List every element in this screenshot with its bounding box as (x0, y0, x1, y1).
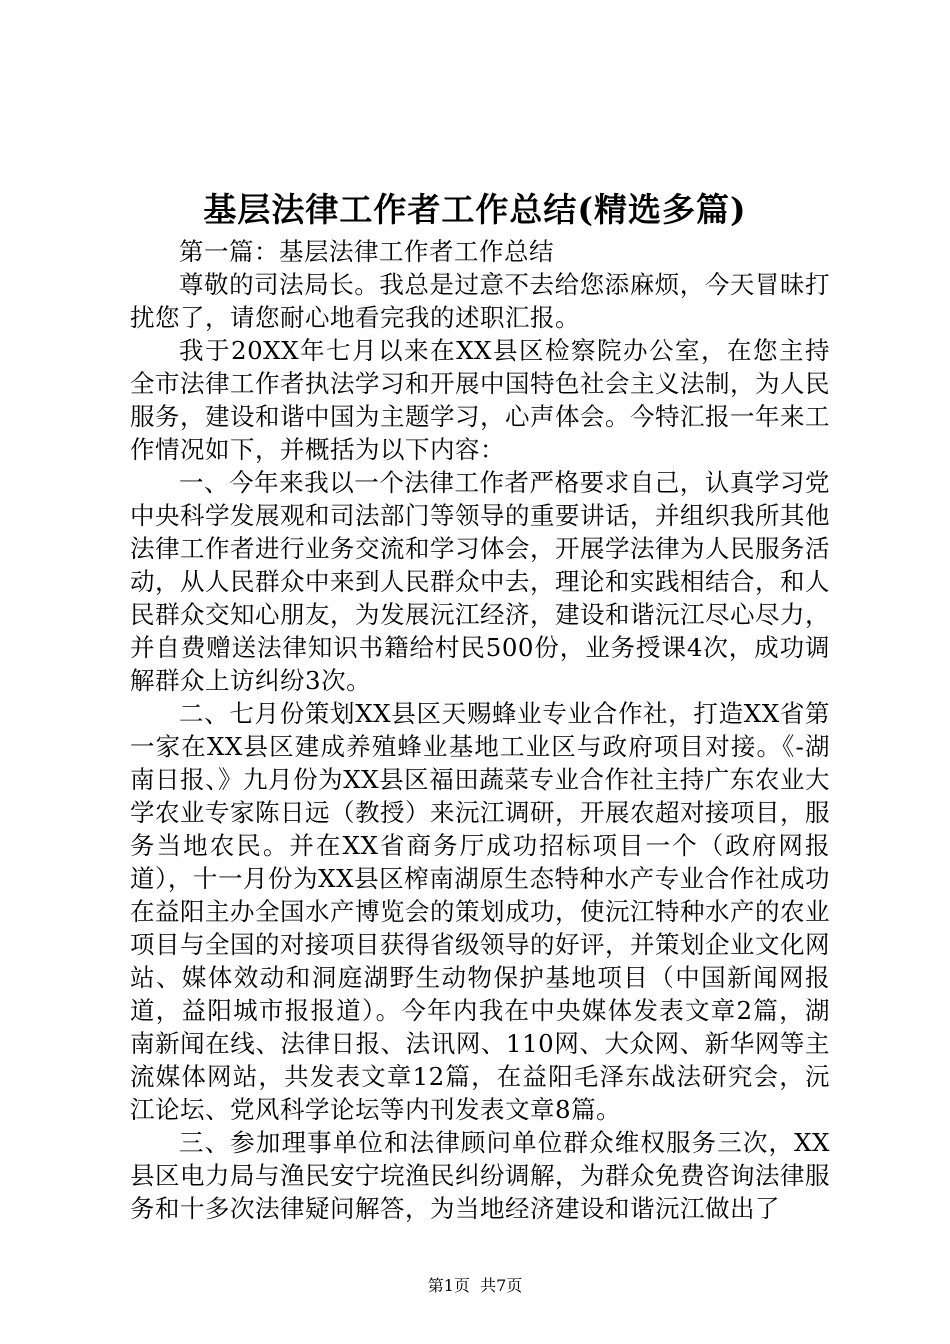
paragraph: 我于20XX年七月以来在XX县区检察院办公室，在您主持全市法律工作者执法学习和开展中国特色社会主义法制，为人民服务，建设和谐中国为主题学习，心声体会。今特汇报一年来工作情况如下，并概括为以下内容： (130, 336, 830, 464)
paragraph: 一、今年来我以一个法律工作者严格要求自己，认真学习党中央科学发展观和司法部门等领导的重要讲话，并组织我所其他法律工作者进行业务交流和学习体会，开展学法律为人民服务活动，从人民群众中来到人民群众中去，理论和实践相结合，和人民群众交知心朋友，为发展沅江经济，建设和谐沅江尽心尽力，并自费赠送法律知识书籍给村民500份，业务授课4次，成功调解群众上访纠纷3次。 (130, 468, 830, 695)
paragraph: 二、七月份策划XX县区天赐蜂业专业合作社，打造XX省第一家在XX县区建成养殖蜂业基地工业区与政府项目对接。《-湖南日报、》九月份为XX县区福田蔬菜专业合作社主持广东农业大学农业专家陈日远（教授）来沅江调研，开展农超对接项目，服务当地农民。并在XX省商务厅成功招标项目一个（政府网报道），十一月份为XX县区榨南湖原生态特种水产专业合作社成功在益阳主办全国水产博览会的策划成功，使沅江特种水产的农业项目与全国的对接项目获得省级领导的好评，并策划企业文化网站、媒体效动和洞庭湖野生动物保护基地项目（中国新闻网报道，益阳城市报报道）。今年内我在中央媒体发表文章2篇，湖南新闻在线、法律日报、法讯网、110网、大众网、新华网等主流媒体网站，共发表文章12篇，在益阳毛泽东战法研究会，沅江论坛、党风科学论坛等内刊发表文章8篇。 (130, 699, 830, 1124)
paragraph: 尊敬的司法局长。我总是过意不去给您添麻烦，今天冒昧打扰您了，请您耐心地看完我的述职汇报。 (130, 270, 830, 332)
page-number: 第1页 共7页 (427, 1276, 523, 1295)
paragraph: 三、参加理事单位和法律顾问单位群众维权服务三次，XX县区电力局与渔民安宁垸渔民纠纷调解，为群众免费咨询法律服务和十多次法律疑问解答，为当地经济建设和谐沅江做出了 (130, 1128, 830, 1223)
document-title: 基层法律工作者工作总结(精选多篇) (203, 190, 747, 229)
document-body (130, 235, 830, 1225)
section-heading: 第一篇：基层法律工作者工作总结 (179, 237, 554, 266)
page-footer (0, 1276, 950, 1296)
